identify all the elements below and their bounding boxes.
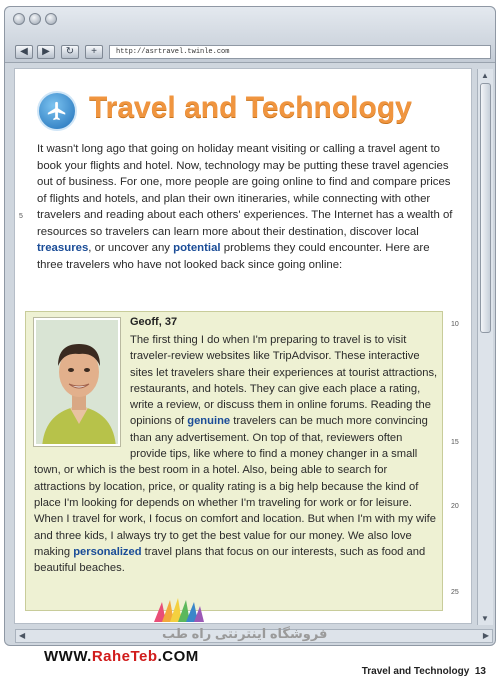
intro-text-3: problems they could encounter. Here are three travelers who have not looked back since going online: bbox=[37, 242, 430, 271]
scroll-up-arrow-icon[interactable]: ▲ bbox=[481, 71, 489, 80]
line-number-25: 25 bbox=[451, 589, 459, 596]
keyword-treasures: treasures bbox=[37, 242, 89, 254]
traveler-name: Geoff, 37 bbox=[130, 316, 178, 328]
profile-paragraph bbox=[34, 332, 438, 576]
maximize-window-button[interactable] bbox=[45, 13, 57, 25]
profile-text-3: travel plans that focus on our interests, such as food and beautiful beaches. bbox=[34, 545, 426, 575]
page-footer bbox=[362, 666, 486, 677]
intro-paragraph bbox=[37, 141, 457, 273]
keyword-personalized: personalized bbox=[73, 545, 142, 558]
article-title: Travel and Technology bbox=[89, 91, 412, 124]
browser-toolbar bbox=[5, 7, 495, 63]
close-window-button[interactable] bbox=[13, 13, 25, 25]
keyword-genuine: genuine bbox=[187, 415, 231, 428]
page-number: 13 bbox=[474, 666, 486, 677]
intro-text-1: It wasn't long ago that going on holiday meant visiting or calling a travel agent to book your flights and hotel. Now, technology may be putting these travel agencies out of business. For one, more people are going online to find and compare prices of flights and hotels, and plan their own itineraries, while connecting with other travelers and reading about each others' experiences. The Internet has a wealth of resources so travelers can learn more about their destination, discover local bbox=[37, 143, 453, 238]
vertical-scroll-thumb[interactable] bbox=[480, 83, 491, 333]
line-number-15: 15 bbox=[451, 439, 459, 446]
book-logo-icon bbox=[148, 598, 208, 624]
address-bar[interactable]: http://asrtravel.twinle.com bbox=[109, 45, 491, 59]
scroll-right-arrow-icon[interactable]: ▶ bbox=[482, 631, 489, 640]
watermark-persian-text: فروشگاه اینترنتی راه طب bbox=[162, 626, 328, 641]
line-number-20: 20 bbox=[451, 503, 459, 510]
refresh-button[interactable]: ↻ bbox=[61, 45, 79, 59]
new-tab-button[interactable]: + bbox=[85, 45, 103, 59]
watermark-site bbox=[44, 648, 199, 665]
profile-text-2: travelers can be much more convincing than any advertisement. On top of that, reviewers often provide tips, like where to find a money changer in a small town, or which is the best room in a hotel. Also, being able to search for attractions by location, price, or quality rating is a big help because the kind of place I'm looking for depends on whether I'm traveling for work or for leisure. When I travel for work, I focus on comfort and location. But when I'm with my wife and three kids, I always try to get the best value for our money. We also love making bbox=[34, 415, 436, 558]
intro-text-2: , or uncover any bbox=[88, 242, 174, 254]
keyword-potential: potential bbox=[173, 242, 221, 254]
page-content bbox=[14, 68, 472, 624]
airplane-icon bbox=[37, 91, 77, 131]
site-prefix: WWW. bbox=[44, 648, 92, 665]
site-suffix: .COM bbox=[157, 648, 199, 665]
line-number-5: 5 bbox=[19, 213, 23, 220]
back-button[interactable]: ◀ bbox=[15, 45, 33, 59]
footer-label: Travel and Technology bbox=[361, 666, 470, 677]
scroll-down-arrow-icon[interactable]: ▼ bbox=[481, 614, 489, 623]
scroll-left-arrow-icon[interactable]: ◀ bbox=[19, 631, 26, 640]
profile-text-1: The first thing I do when I'm preparing to travel is to visit traveler-review websites like TripAdvisor. These interactive sites let travelers share their experiences at tourist attractions, restaurants, and hotels. They can give each place a rating, write a review, or discuss them in online forums. Reading the opinions of bbox=[130, 334, 438, 428]
minimize-window-button[interactable] bbox=[29, 13, 41, 25]
forward-button[interactable]: ▶ bbox=[37, 45, 55, 59]
vertical-scrollbar[interactable] bbox=[477, 69, 493, 625]
site-brand: RaheTeb bbox=[91, 648, 158, 665]
line-number-10: 10 bbox=[451, 321, 459, 328]
traveler-profile-card bbox=[25, 311, 443, 611]
